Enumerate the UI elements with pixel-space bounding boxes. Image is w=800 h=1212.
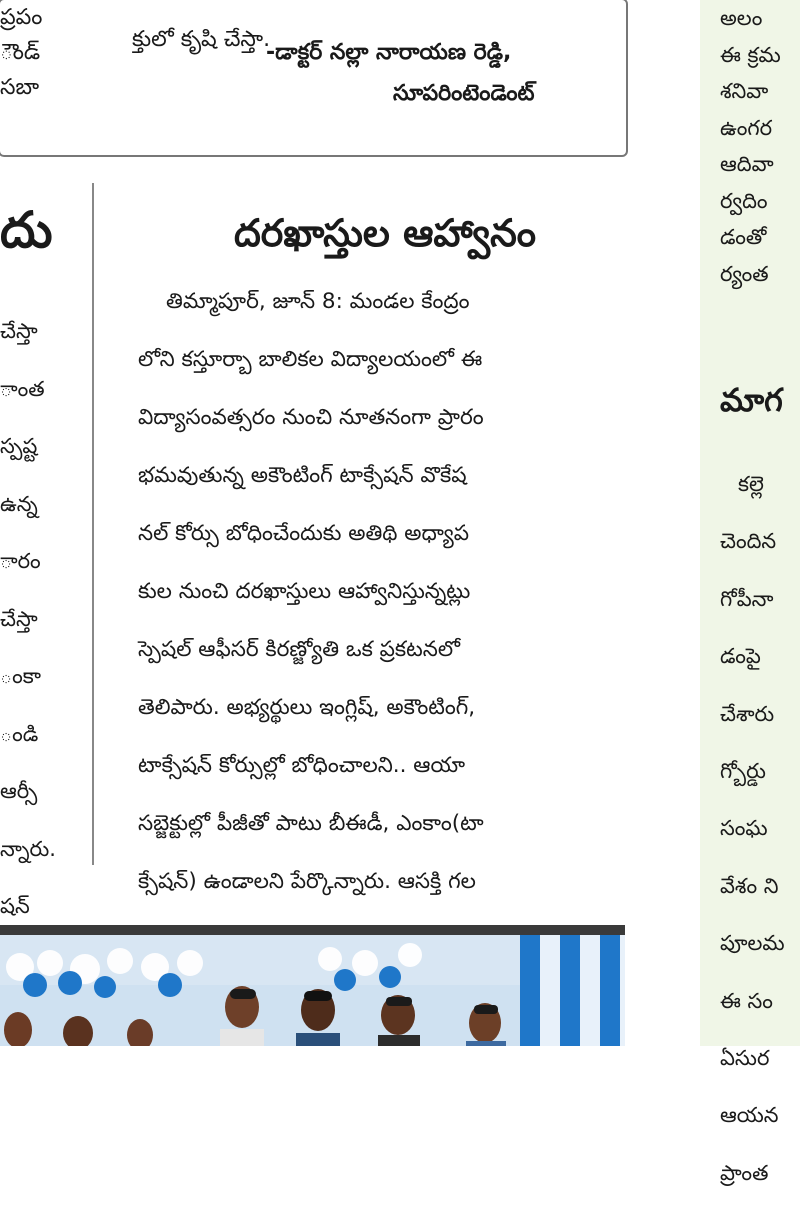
left-body-line: స్పష్ట <box>0 434 38 458</box>
right-line: అలం <box>720 6 763 30</box>
article-line: భమవుతున్న అకౌంటింగ్ టాక్సేషన్ వొకేష <box>138 462 467 488</box>
article-line: తిమ్మాపూర్, జూన్ 8: మండల కేంద్రం <box>166 288 470 314</box>
right-line: ఆదివా <box>720 152 774 176</box>
article-headline: దరఖాస్తుల ఆహ్వానం <box>233 211 537 255</box>
right-column-top <box>720 0 800 292</box>
left-article-body <box>0 292 78 946</box>
left-body-line: షన్ <box>0 894 30 918</box>
right-body-line: సంఘ <box>720 816 768 841</box>
right-article-body <box>720 445 800 1212</box>
left-body-line: ంకా <box>0 664 41 688</box>
right-line: ర్వదిం <box>720 188 768 213</box>
left-body-line: ఉన్న <box>0 491 38 516</box>
left-line: ౌండ్ <box>0 40 41 65</box>
right-line: ఉంగర <box>720 115 773 140</box>
group-photo-icon <box>0 925 625 1046</box>
article-line: సబ్జెక్టుల్లో పీజీతో పాటు బీఈడీ, ఎంకాం(టా <box>138 811 484 837</box>
left-body-line: న్నారు. <box>0 836 56 861</box>
right-body-line: ఈ సం <box>720 988 773 1013</box>
article-line: క్సేషన్) ఉండాలని పేర్కొన్నారు. ఆసక్తి గల <box>138 869 476 895</box>
article-line: టాక్సేషన్ కోర్సుల్లో బోధించాలని.. ఆయా <box>138 753 466 779</box>
article-line: నల్ కోర్సు బోధించేందుకు అతిథి అధ్యాప <box>138 520 470 546</box>
group-photo-art <box>0 925 625 1046</box>
right-article-heading: మాగ <box>720 381 783 419</box>
right-body-line: గ్బోర్డు <box>720 758 766 783</box>
left-line: సబా <box>0 75 40 100</box>
left-line: ప్రపం <box>0 5 43 30</box>
left-body-line: ఆర్సీ <box>0 779 38 803</box>
previous-article-line: క్తులో కృషి చేస్తా. <box>132 27 271 52</box>
left-body-line: ండి <box>0 721 39 746</box>
signature-title: సూపరింటెండెంట్ <box>393 81 535 106</box>
right-line: ర్యంత <box>720 261 769 286</box>
column-divider <box>92 183 94 865</box>
left-body-line: ాంత <box>0 376 45 401</box>
left-article-heading: దు <box>0 201 53 259</box>
right-body-line: ప్రాంత <box>720 1160 769 1185</box>
left-body-line: చేస్తా <box>0 319 38 343</box>
right-body-line: చేశారు <box>720 701 775 726</box>
right-body-line: గోపీనా <box>720 586 774 611</box>
right-body-line: వేశం ని <box>720 873 779 898</box>
right-line: శనివా <box>720 79 769 103</box>
signature-name: -డాక్టర్ నల్లా నారాయణ రెడ్డి, <box>266 40 512 65</box>
article-line: కుల నుంచి దరఖాస్తులు ఆహ్వానిస్తున్నట్లు <box>138 578 471 604</box>
right-line: ఈ క్రమ <box>720 42 781 67</box>
left-body-line: చేస్తా <box>0 606 38 631</box>
article-line: విద్యాసంవత్సరం నుంచి నూతనంగా ప్రారం <box>138 404 484 430</box>
left-column-top <box>0 0 85 105</box>
right-body-line: కల్లె <box>738 472 764 496</box>
article-line: లోని కస్తూర్బా బాలికల విద్యాలయంలో ఈ <box>138 346 483 372</box>
right-line: డంతో <box>720 225 767 249</box>
right-body-line: చెందిన <box>720 529 777 554</box>
right-body-line: డంపై <box>720 644 761 669</box>
article-line: తెలిపారు. అభ్యర్థులు ఇంగ్లిష్, అకౌంటింగ్, <box>138 695 476 721</box>
right-body-line: ఆయన <box>720 1103 779 1128</box>
right-body-line: పూలమ <box>720 931 785 956</box>
article-line: స్పెషల్ ఆఫీసర్ కిరణ్జ్యోతి ఒక ప్రకటనలో <box>138 637 460 663</box>
right-body-line: ఏసుర <box>720 1045 770 1070</box>
left-body-line: ారం <box>0 549 41 573</box>
article-body <box>138 262 608 1039</box>
